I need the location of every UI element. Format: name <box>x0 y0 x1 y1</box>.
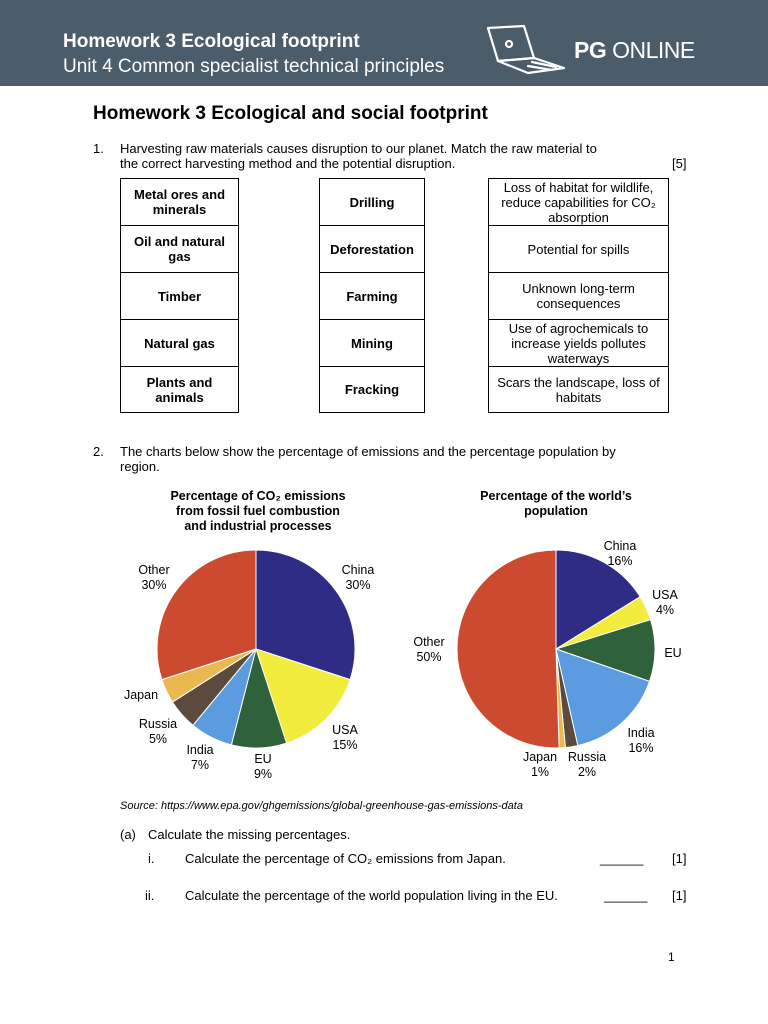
pie1-label-usa: USA 15% <box>332 723 358 752</box>
population-slice-other <box>457 550 559 748</box>
material-cell: Plants and animals <box>120 366 239 413</box>
pie1-label-india: India 7% <box>186 743 214 772</box>
population-pie-chart <box>450 550 662 752</box>
q2-text-line1: The charts below show the percentage of emissions and the percentage population by <box>120 444 616 459</box>
disruption-cell: Unknown long-term consequences <box>488 272 669 319</box>
answer-blank[interactable]: ______ <box>600 851 644 866</box>
chart2-title: Percentage of the world’s population <box>480 489 632 518</box>
method-cell: Fracking <box>319 366 425 413</box>
q1-marks: [5] <box>672 156 687 171</box>
pie2-label-eu: EU <box>664 646 682 660</box>
pie2-label-russia: Russia 2% <box>567 750 607 779</box>
qa-label: (a) <box>120 827 136 842</box>
page-number: 1 <box>668 950 675 964</box>
answer-blank[interactable]: ______ <box>604 888 648 903</box>
material-cell: Metal ores and minerals <box>120 178 239 225</box>
pie2-label-india: India 16% <box>627 726 655 755</box>
q2-number: 2. <box>93 444 104 459</box>
pie2-label-usa: USA 4% <box>652 588 678 617</box>
method-cell: Mining <box>319 319 425 366</box>
header-banner <box>0 0 768 86</box>
disruption-cell: Potential for spills <box>488 225 669 272</box>
q1-number: 1. <box>93 141 104 156</box>
pie1-label-other: Other 30% <box>138 563 170 592</box>
method-cell: Farming <box>319 272 425 319</box>
header-subtitle: Unit 4 Common specialist technical principles <box>63 56 445 77</box>
qa-item-marks: [1] <box>672 851 687 866</box>
q2-text-line2: region. <box>120 459 160 474</box>
disruptions-column <box>488 178 669 413</box>
disruption-cell: Loss of habitat for wildlife, reduce capabilities for CO₂ absorption <box>488 178 669 225</box>
pie1-label-russia: Russia 5% <box>138 717 178 746</box>
methods-column <box>319 178 425 413</box>
disruption-cell: Use of agrochemicals to increase yields pollutes waterways <box>488 319 669 366</box>
chart1-title: Percentage of CO₂ emissions from fossil fuel combustion and industrial processes <box>170 489 346 533</box>
material-cell: Natural gas <box>120 319 239 366</box>
qa-item-number: i. <box>148 851 155 866</box>
laptop-icon <box>482 24 568 76</box>
page-title: Homework 3 Ecological and social footprint <box>93 103 488 124</box>
pie2-label-china: China 16% <box>603 539 637 568</box>
method-cell: Drilling <box>319 178 425 225</box>
qa-text: Calculate the missing percentages. <box>148 827 351 842</box>
pie1-label-japan: Japan <box>123 688 159 702</box>
material-cell: Oil and natural gas <box>120 225 239 272</box>
q1-text-line2: the correct harvesting method and the potential disruption. <box>120 156 456 171</box>
qa-item-number: ii. <box>145 888 155 903</box>
pie2-label-japan: Japan 1% <box>522 750 558 779</box>
materials-column <box>120 178 239 413</box>
logo-text: PG ONLINE <box>574 37 695 63</box>
q1-text-line1: Harvesting raw materials causes disruption to our planet. Match the raw material to <box>120 141 597 156</box>
source-citation: Source: https://www.epa.gov/ghgemissions/global-greenhouse-gas-emissions-data <box>120 800 523 812</box>
qa-item-marks: [1] <box>672 888 687 903</box>
header-title: Homework 3 Ecological footprint <box>63 31 360 52</box>
qa-item-text: Calculate the percentage of CO₂ emissions from Japan. <box>185 851 506 866</box>
qa-item-text: Calculate the percentage of the world population living in the EU. <box>185 888 558 903</box>
material-cell: Timber <box>120 272 239 319</box>
method-cell: Deforestation <box>319 225 425 272</box>
pie2-label-other: Other 50% <box>413 635 445 664</box>
pie1-label-china: China 30% <box>341 563 375 592</box>
pie1-label-eu: EU 9% <box>253 752 273 781</box>
disruption-cell: Scars the landscape, loss of habitats <box>488 366 669 413</box>
